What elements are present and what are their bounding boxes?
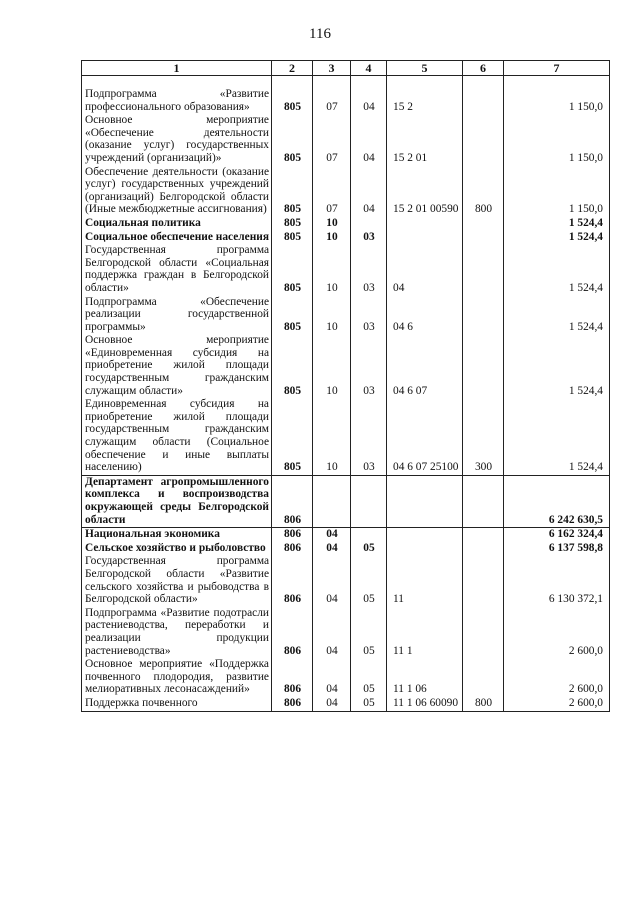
- row-name: Сельское хозяйство и рыболовство: [82, 542, 272, 556]
- row-target-item: 15 2 01 00590: [387, 166, 463, 217]
- row-target-item: 11 1 06 60090: [387, 697, 463, 711]
- row-subsection: 03: [351, 244, 387, 295]
- row-subsection: 03: [351, 296, 387, 335]
- col-header-7: 7: [504, 61, 610, 76]
- row-target-item: [387, 231, 463, 245]
- row-amount: 2 600,0: [504, 658, 610, 697]
- row-section: 04: [313, 528, 351, 542]
- table-row: [82, 658, 610, 697]
- row-target-item: 15 2: [387, 76, 463, 115]
- row-target-item: [387, 542, 463, 556]
- row-section: 04: [313, 555, 351, 606]
- row-section: 10: [313, 398, 351, 475]
- col-header-3: 3: [313, 61, 351, 76]
- row-amount: 6 242 630,5: [504, 475, 610, 527]
- row-ministry-code: 805: [272, 114, 313, 165]
- col-header-2: 2: [272, 61, 313, 76]
- row-section: 10: [313, 334, 351, 398]
- table-row: [82, 166, 610, 217]
- row-subsection: [351, 217, 387, 231]
- row-section: 04: [313, 697, 351, 711]
- row-name: Основное мероприятие «Обеспечение деятельности (оказание услуг) государственных учреждений (организаций)»: [82, 114, 272, 165]
- row-expense-type: 800: [463, 697, 504, 711]
- row-target-item: [387, 528, 463, 542]
- row-name: Основное мероприятие «Поддержка почвенного плодородия, развитие мелиоративных лесонасаждений»: [82, 658, 272, 697]
- row-amount: 1 150,0: [504, 76, 610, 115]
- table-row: [82, 76, 610, 115]
- row-section: 07: [313, 166, 351, 217]
- row-expense-type: 300: [463, 398, 504, 475]
- row-ministry-code: 806: [272, 475, 313, 527]
- row-section: [313, 475, 351, 527]
- row-ministry-code: 805: [272, 217, 313, 231]
- row-expense-type: [463, 555, 504, 606]
- row-subsection: 03: [351, 398, 387, 475]
- row-amount: 1 150,0: [504, 166, 610, 217]
- row-subsection: [351, 528, 387, 542]
- table-row: [82, 607, 610, 658]
- row-ministry-code: 806: [272, 542, 313, 556]
- col-header-1: 1: [82, 61, 272, 76]
- row-subsection: 03: [351, 231, 387, 245]
- row-section: 04: [313, 658, 351, 697]
- row-name: Подпрограмма «Обеспечение реализации государственной программы»: [82, 296, 272, 335]
- row-name: Подпрограмма «Развитие подотрасли растениеводства, переработки и реализации продукции растениеводства»: [82, 607, 272, 658]
- table-row: [82, 555, 610, 606]
- row-name: Национальная экономика: [82, 528, 272, 542]
- row-ministry-code: 806: [272, 697, 313, 711]
- row-target-item: [387, 217, 463, 231]
- row-section: 04: [313, 542, 351, 556]
- row-ministry-code: 805: [272, 296, 313, 335]
- row-section: 07: [313, 76, 351, 115]
- row-subsection: 04: [351, 166, 387, 217]
- row-ministry-code: 805: [272, 166, 313, 217]
- col-header-4: 4: [351, 61, 387, 76]
- row-ministry-code: 805: [272, 334, 313, 398]
- row-expense-type: [463, 528, 504, 542]
- row-amount: 6 137 598,8: [504, 542, 610, 556]
- row-ministry-code: 805: [272, 244, 313, 295]
- row-amount: 1 524,4: [504, 244, 610, 295]
- row-target-item: 04 6 07: [387, 334, 463, 398]
- row-name: Государственная программа Белгородской области «Социальная поддержка граждан в Белгородской области»: [82, 244, 272, 295]
- row-subsection: 05: [351, 607, 387, 658]
- row-expense-type: [463, 114, 504, 165]
- row-name: Основное мероприятие «Единовременная субсидия на приобретение жилой площади государственным гражданским служащим области»: [82, 334, 272, 398]
- row-ministry-code: 806: [272, 658, 313, 697]
- row-target-item: [387, 475, 463, 527]
- page-number: 116: [309, 26, 331, 42]
- row-expense-type: [463, 334, 504, 398]
- row-amount: 1 524,4: [504, 217, 610, 231]
- row-amount: 1 524,4: [504, 398, 610, 475]
- row-amount: 1 524,4: [504, 296, 610, 335]
- row-amount: 1 150,0: [504, 114, 610, 165]
- table-row: [82, 398, 610, 475]
- row-expense-type: [463, 607, 504, 658]
- row-amount: 1 524,4: [504, 231, 610, 245]
- row-section: 10: [313, 231, 351, 245]
- row-target-item: 11 1 06: [387, 658, 463, 697]
- row-section: 07: [313, 114, 351, 165]
- row-ministry-code: 806: [272, 555, 313, 606]
- table-row: [82, 528, 610, 542]
- table-row: [82, 244, 610, 295]
- row-target-item: 11 1: [387, 607, 463, 658]
- row-subsection: [351, 475, 387, 527]
- row-name: Обеспечение деятельности (оказание услуг) государственных учреждений (организаций) Белгородской области (Иные межбюджетные ассигнования): [82, 166, 272, 217]
- table-row: [82, 475, 610, 527]
- row-expense-type: [463, 475, 504, 527]
- row-subsection: 05: [351, 542, 387, 556]
- row-subsection: 05: [351, 658, 387, 697]
- row-ministry-code: 805: [272, 398, 313, 475]
- table-row: [82, 114, 610, 165]
- row-ministry-code: 806: [272, 607, 313, 658]
- row-expense-type: [463, 658, 504, 697]
- budget-table: [81, 60, 610, 712]
- row-target-item: 04 6 07 25100: [387, 398, 463, 475]
- row-amount: 1 524,4: [504, 334, 610, 398]
- row-expense-type: [463, 244, 504, 295]
- table-row: [82, 697, 610, 711]
- row-ministry-code: 805: [272, 231, 313, 245]
- row-section: 10: [313, 296, 351, 335]
- row-name: Социальная политика: [82, 217, 272, 231]
- row-target-item: 04 6: [387, 296, 463, 335]
- row-name: Департамент агропромышленного комплекса и воспроизводства окружающей среды Белгородской области: [82, 475, 272, 527]
- row-name: Поддержка почвенного: [82, 697, 272, 711]
- row-name: Подпрограмма «Развитие профессионального образования»: [82, 76, 272, 115]
- row-ministry-code: 805: [272, 76, 313, 115]
- row-expense-type: [463, 231, 504, 245]
- row-subsection: 04: [351, 76, 387, 115]
- row-section: 10: [313, 217, 351, 231]
- header-row: [82, 61, 610, 76]
- row-target-item: 15 2 01: [387, 114, 463, 165]
- col-header-6: 6: [463, 61, 504, 76]
- row-amount: 2 600,0: [504, 607, 610, 658]
- row-ministry-code: 806: [272, 528, 313, 542]
- row-expense-type: [463, 217, 504, 231]
- col-header-5: 5: [387, 61, 463, 76]
- row-target-item: 11: [387, 555, 463, 606]
- row-expense-type: 800: [463, 166, 504, 217]
- table-body: [82, 76, 610, 712]
- row-amount: 6 130 372,1: [504, 555, 610, 606]
- row-expense-type: [463, 296, 504, 335]
- row-name: Социальное обеспечение населения: [82, 231, 272, 245]
- table-row: [82, 296, 610, 335]
- row-name: Государственная программа Белгородской области «Развитие сельского хозяйства и рыбоводства в Белгородской области»: [82, 555, 272, 606]
- row-amount: 6 162 324,4: [504, 528, 610, 542]
- table-row: [82, 217, 610, 231]
- row-subsection: 03: [351, 334, 387, 398]
- row-section: 10: [313, 244, 351, 295]
- table-row: [82, 231, 610, 245]
- row-expense-type: [463, 542, 504, 556]
- row-expense-type: [463, 76, 504, 115]
- row-subsection: 04: [351, 114, 387, 165]
- row-amount: 2 600,0: [504, 697, 610, 711]
- table-row: [82, 542, 610, 556]
- row-subsection: 05: [351, 697, 387, 711]
- row-name: Единовременная субсидия на приобретение жилой площади государственным гражданским служащим области (Социальное обеспечение и иные выплаты населению): [82, 398, 272, 475]
- row-target-item: 04: [387, 244, 463, 295]
- row-section: 04: [313, 607, 351, 658]
- table-row: [82, 334, 610, 398]
- row-subsection: 05: [351, 555, 387, 606]
